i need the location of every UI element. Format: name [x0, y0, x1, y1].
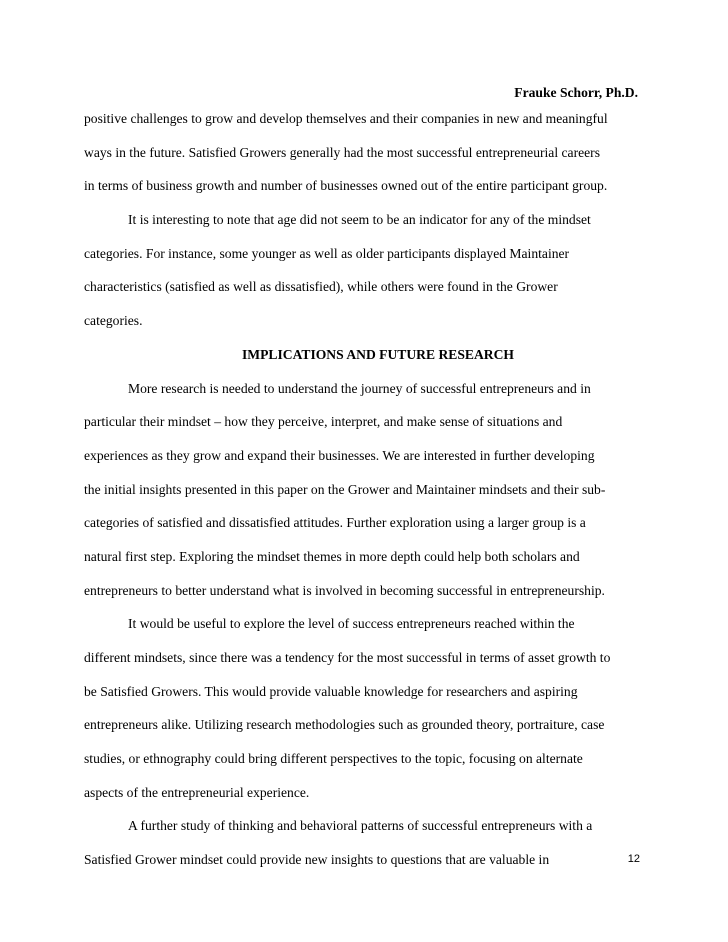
text-line: aspects of the entrepreneurial experience.: [84, 784, 310, 800]
text-line: ways in the future. Satisfied Growers generally had the most successful entrepreneurial careers: [84, 144, 600, 160]
text-line: entrepreneurs alike. Utilizing research methodologies such as grounded theory, portraiture, case: [84, 717, 605, 733]
paragraph-start-line: It would be useful to explore the level of success entrepreneurs reached within the: [128, 616, 575, 632]
text-line: positive challenges to grow and develop themselves and their companies in new and meaningful: [84, 111, 608, 126]
text-line: categories of satisfied and dissatisfied attitudes. Further exploration using a larger group is a: [84, 515, 586, 531]
text-line: categories.: [84, 313, 143, 329]
text-line: in terms of business growth and number of businesses owned out of the entire participant group.: [84, 178, 608, 194]
text-line: categories. For instance, some younger as well as older participants displayed Maintainer: [84, 245, 570, 261]
paragraph-start-line: A further study of thinking and behavioral patterns of successful entrepreneurs with a: [128, 818, 593, 834]
paragraph-start-line: It is interesting to note that age did not seem to be an indicator for any of the mindset: [128, 212, 591, 228]
text-line: entrepreneurs to better understand what is involved in becoming successful in entrepreneurship.: [84, 582, 605, 598]
text-line: characteristics (satisfied as well as dissatisfied), while others were found in the Grower: [84, 279, 558, 295]
text-line: natural first step. Exploring the mindset themes in more depth could help both scholars and: [84, 548, 580, 564]
text-line: particular their mindset – how they perceive, interpret, and make sense of situations and: [84, 414, 563, 430]
page-number: 12: [627, 853, 640, 865]
text-line: Satisfied Grower mindset could provide new insights to questions that are valuable in: [84, 852, 550, 868]
text-line: be Satisfied Growers. This would provide valuable knowledge for researchers and aspiring: [84, 683, 578, 699]
running-head-author: Frauke Schorr, Ph.D.: [514, 85, 638, 100]
section-heading: IMPLICATIONS AND FUTURE RESEARCH: [241, 346, 515, 362]
text-line: experiences as they grow and expand their businesses. We are interested in further developing: [84, 447, 595, 463]
paragraph-start-line: More research is needed to understand the journey of successful entrepreneurs and in: [128, 380, 591, 396]
text-line: the initial insights presented in this paper on the Grower and Maintainer mindsets and their sub-: [84, 481, 606, 497]
text-line: studies, or ethnography could bring different perspectives to the topic, focusing on alternate: [84, 751, 583, 767]
body-text: [84, 102, 644, 877]
text-line: different mindsets, since there was a tendency for the most successful in terms of asset growth to: [84, 650, 611, 665]
